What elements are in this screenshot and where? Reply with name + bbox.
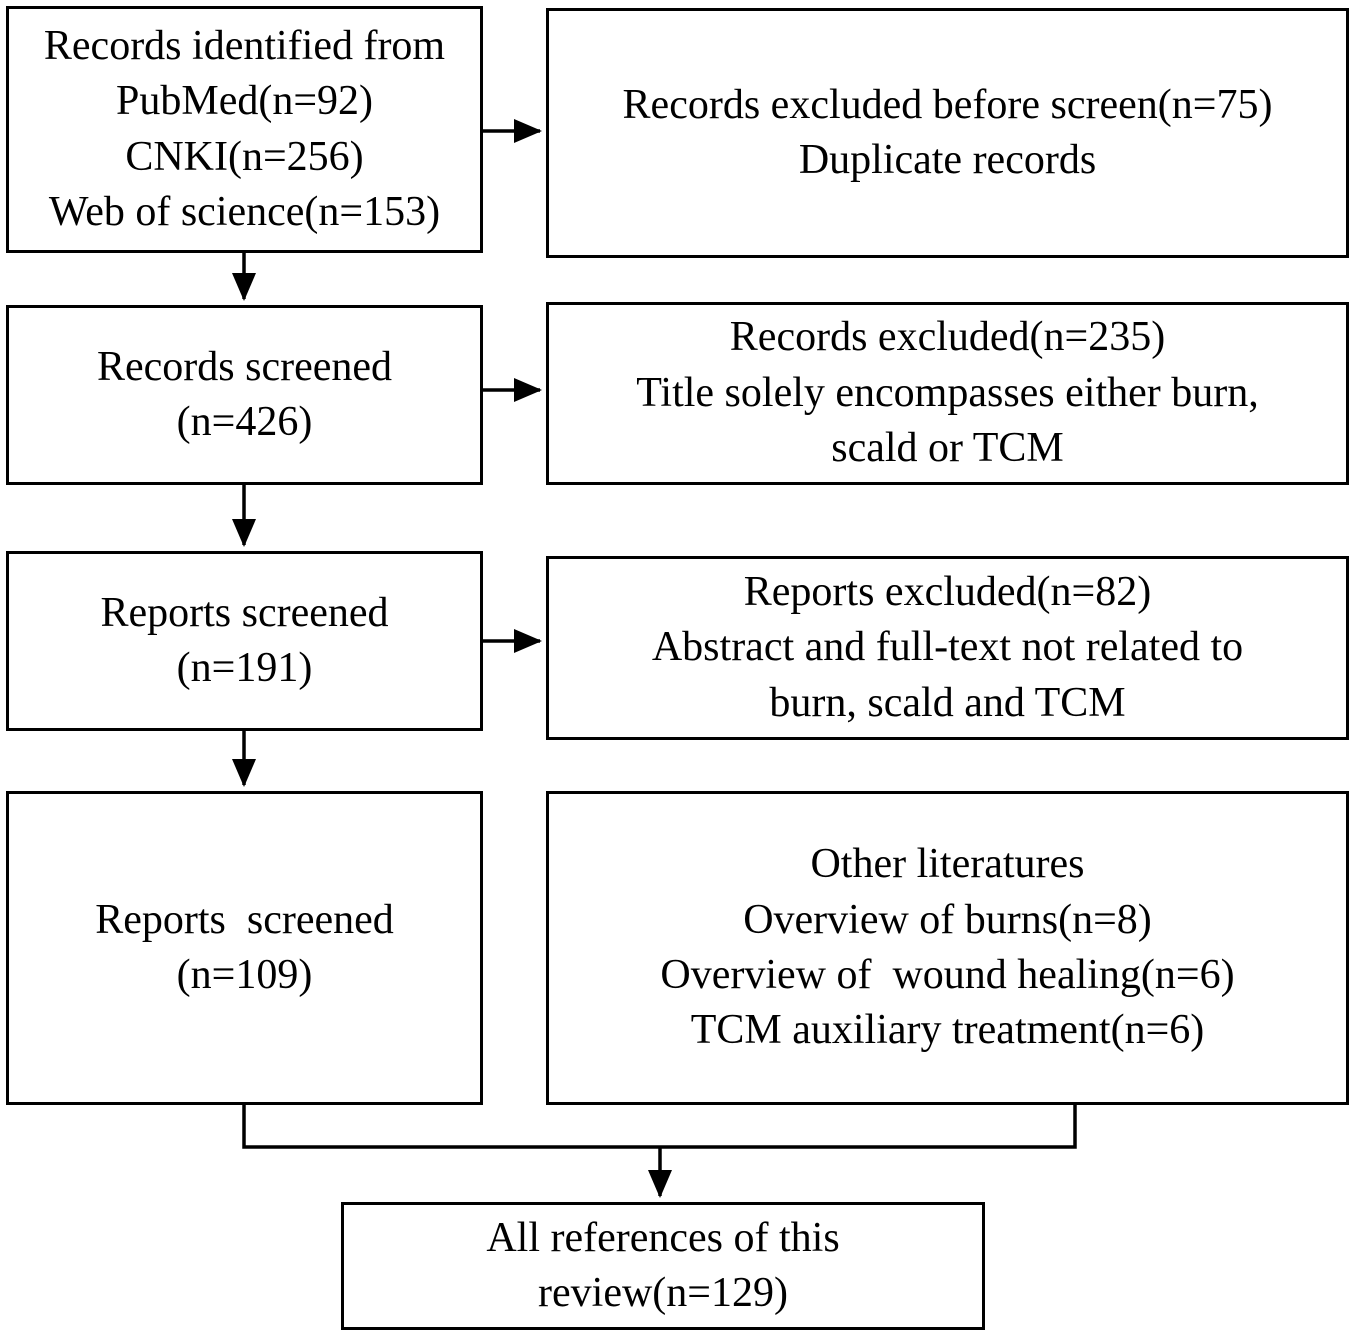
box-text-line: Overview of burns(n=8) [743,896,1152,943]
box-records-identified [6,6,483,253]
box-text-line: Reports screened [95,896,394,943]
box-text-line: Reports screened [100,589,389,636]
box-records-excluded [546,302,1349,485]
box-text-line: (n=109) [176,952,313,998]
box-text-line: Reports excluded(n=82) [743,568,1152,615]
box-text-line: review(n=129) [538,1270,788,1316]
box-records-excluded-before-screen [546,8,1349,258]
box-text-line: CNKI(n=256) [125,133,364,180]
box-reports-screened-191 [6,551,483,731]
box-text-line: Web of science(n=153) [48,188,441,235]
box-text-line: Records excluded before screen(n=75) [622,81,1273,128]
box-text-line: Records excluded(n=235) [729,314,1166,361]
box-reports-screened-109 [6,791,483,1105]
box-text-line: Title solely encompasses either burn, [636,369,1259,416]
box-text-line: (n=191) [176,645,313,691]
box-text-line: burn, scald and TCM [769,679,1126,726]
box-text-line: scald or TCM [831,425,1064,472]
box-text-line: Other literatures [810,841,1085,888]
box-reports-excluded [546,556,1349,740]
box-text-line: Overview of wound healing(n=6) [660,952,1235,998]
merge-connector-line [244,1105,1075,1147]
box-text-line: TCM auxiliary treatment(n=6) [690,1007,1205,1054]
box-text-line: Duplicate records [798,137,1097,183]
box-records-screened [6,305,483,485]
box-text-line: PubMed(n=92) [115,78,373,125]
box-text-line: Records identified from [43,22,446,69]
box-other-literatures [546,791,1349,1105]
box-text-line: Records screened [96,343,393,390]
box-text-line: Abstract and full-text not related to [651,624,1244,671]
box-all-references [341,1202,985,1330]
box-text-line: All references of this [486,1214,840,1261]
box-text-line: (n=426) [176,399,313,445]
